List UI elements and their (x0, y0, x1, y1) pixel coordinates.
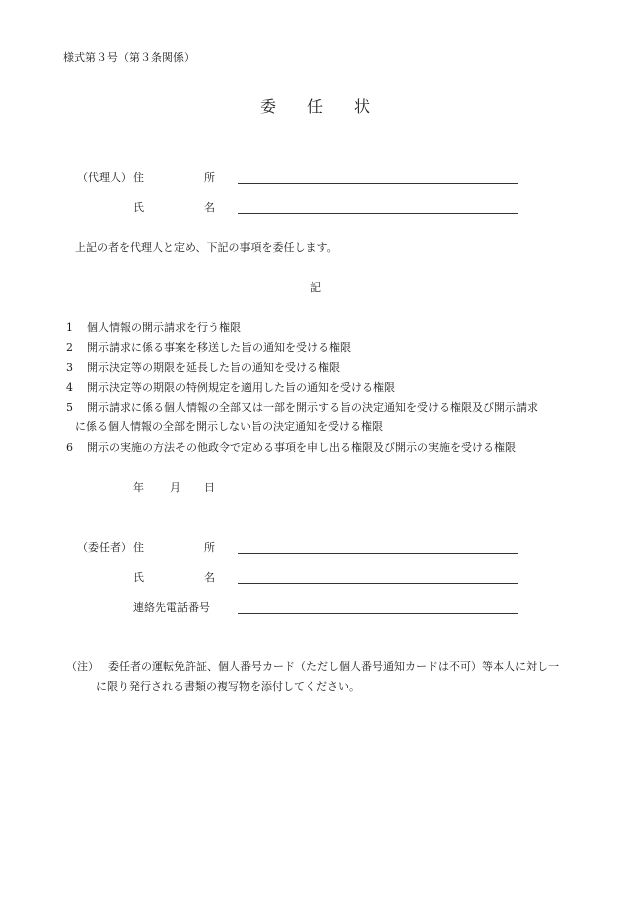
footnote-label: （注） (66, 660, 99, 673)
list-item: 開示決定等の期限を延長した旨の通知を受ける権限 (87, 361, 340, 374)
delegation-statement: 上記の者を代理人と定め、下記の事項を委任します。 (75, 241, 338, 254)
principal-address-label-2: 所 (204, 541, 215, 554)
list-item: 個人情報の開示請求を行う権限 (87, 321, 241, 334)
title-char-1: 委 (260, 97, 277, 116)
principal-label: （委任者） (77, 541, 132, 554)
list-item: 開示請求に係る事案を移送した旨の通知を受ける権限 (87, 341, 351, 354)
list-item-continuation: に係る個人情報の全部を開示しない旨の決定通知を受ける権限 (75, 420, 383, 433)
list-item: 開示決定等の期限の特例規定を適用した旨の通知を受ける権限 (87, 381, 395, 394)
agent-name-label-1: 氏 (133, 201, 144, 214)
title-char-2: 任 (307, 97, 324, 116)
principal-name-label-1: 氏 (133, 571, 144, 584)
agent-address-label-2: 所 (204, 171, 215, 184)
principal-address-label-1: 住 (133, 541, 144, 554)
agent-label: （代理人） (77, 171, 132, 184)
list-item-number: 5 (66, 401, 73, 414)
date-day-label: 日 (204, 481, 215, 494)
principal-name-label-2: 名 (204, 571, 215, 584)
footnote-line-2: に限り発行される書類の複写物を添付してください。 (96, 680, 360, 693)
title-char-3: 状 (354, 97, 371, 116)
footnote-line-1: 委任者の運転免許証、個人番号カード（ただし個人番号通知カードは不可）等本人に対し一 (108, 660, 559, 673)
principal-name-field[interactable] (238, 583, 518, 584)
form-number-label: 様式第３号（第３条関係） (63, 51, 195, 64)
list-item-number: 3 (66, 361, 73, 374)
list-item-number: 4 (66, 381, 73, 394)
document-title (0, 99, 630, 117)
agent-name-label-2: 名 (204, 201, 215, 214)
list-item-number: 6 (66, 441, 73, 454)
list-item: 開示請求に係る個人情報の全部又は一部を開示する旨の決定通知を受ける権限及び開示請求 (87, 401, 538, 414)
agent-name-field[interactable] (238, 213, 518, 214)
list-item-number: 2 (66, 341, 73, 354)
agent-address-field[interactable] (238, 183, 518, 184)
agent-address-label-1: 住 (133, 171, 144, 184)
date-month-label: 月 (170, 481, 181, 494)
principal-phone-label: 連絡先電話番号 (133, 601, 210, 614)
list-item: 開示の実施の方法その他政令で定める事項を申し出る権限及び開示の実施を受ける権限 (87, 441, 516, 454)
principal-phone-field[interactable] (238, 613, 518, 614)
date-year-label: 年 (133, 481, 144, 494)
principal-address-field[interactable] (238, 553, 518, 554)
note-heading: 記 (310, 281, 321, 294)
list-item-number: 1 (66, 321, 73, 334)
